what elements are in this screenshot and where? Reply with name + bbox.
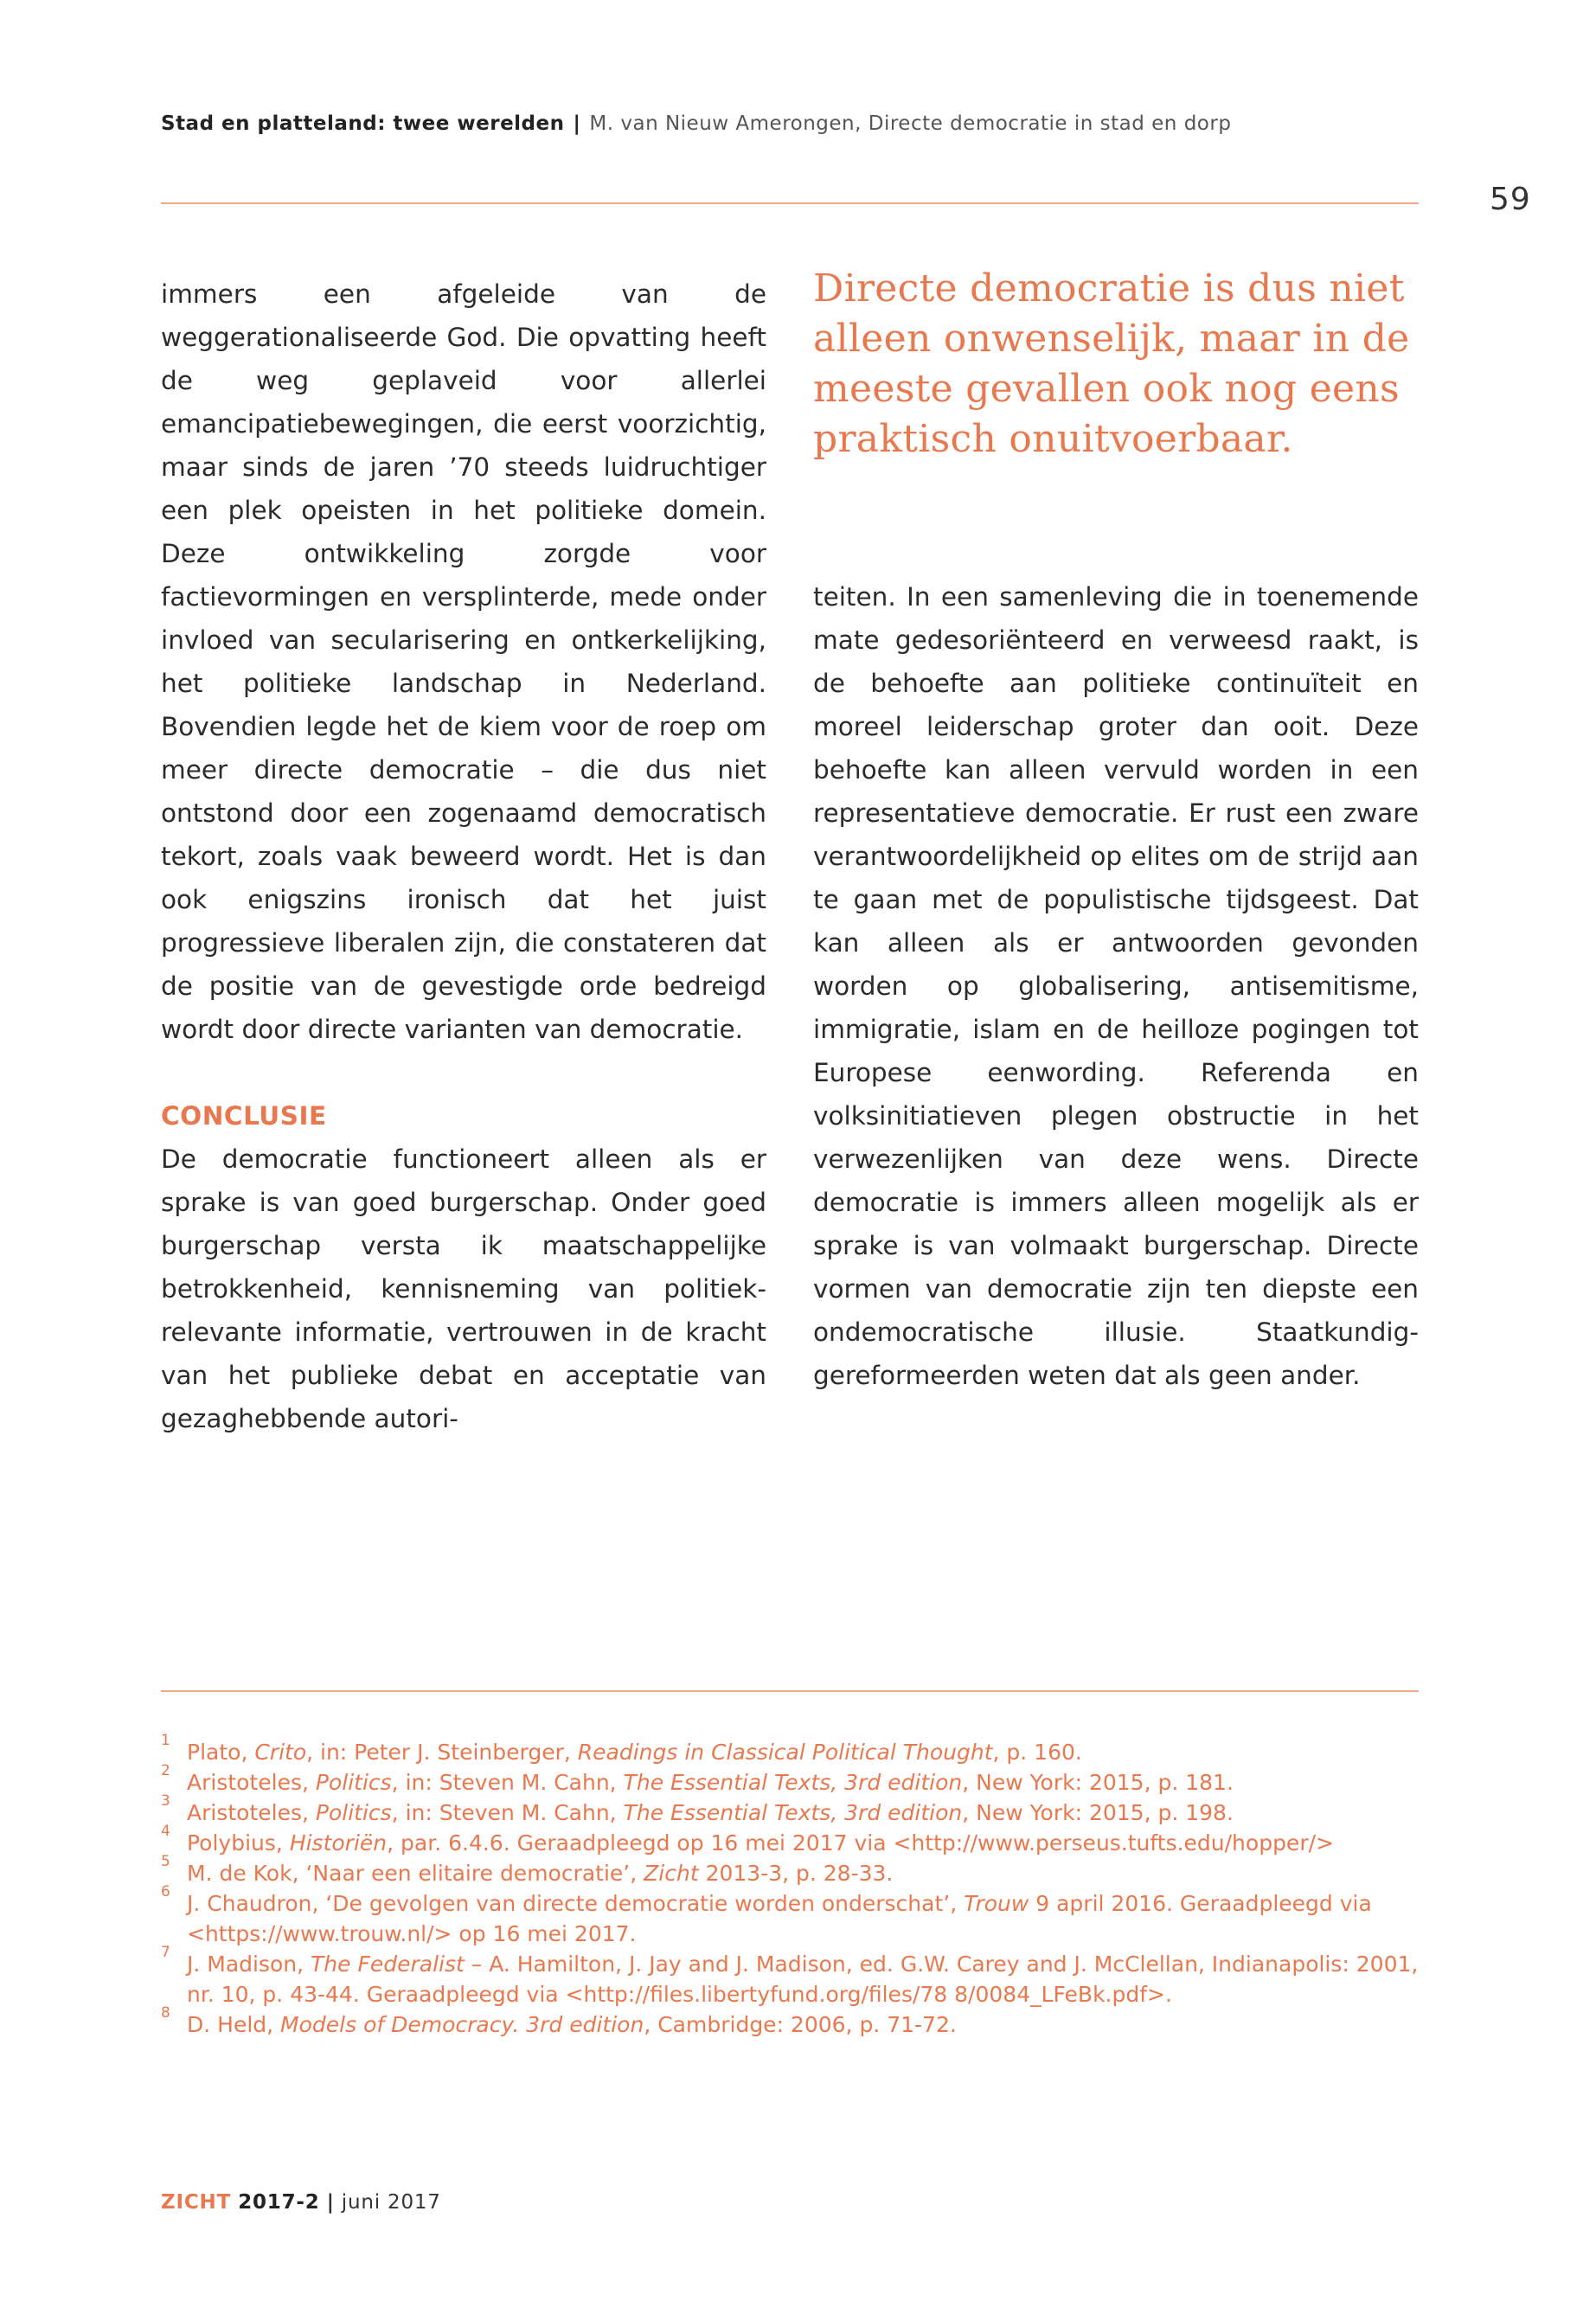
pull-quote: Directe democratie is dus niet alleen onwenselijk, maar in de meeste gevallen ook nog eens praktisch onuitvoerbaar. <box>813 266 1410 461</box>
footnotes <box>161 1732 1433 2040</box>
author-and-title: M. van Nieuw Amerongen, Directe democratie in stad en dorp <box>589 112 1232 135</box>
header-separator: | <box>573 112 581 135</box>
section-title: Stad en platteland: twee werelden <box>161 112 565 135</box>
footnote-number: 4 <box>161 1823 170 1840</box>
footnote-number: 7 <box>161 1944 170 1961</box>
footnote: 3 Aristoteles, Politics, in: Steven M. Cahn, The Essential Texts, 3rd edition, New York: 2015, p. 198. <box>161 1792 1234 1825</box>
issue-number: 2017-2 <box>238 2191 320 2214</box>
footnote: 4 Polybius, Historiën, par. 6.4.6. Geraadpleegd op 16 mei 2017 via <http://www.perseus.tufts.edu/hopper/> <box>161 1823 1334 1856</box>
footnote: 8 D. Held, Models of Democracy. 3rd edition, Cambridge: 2006, p. 71-72. <box>161 2004 957 2037</box>
header-divider <box>161 202 1419 204</box>
footnote-number: 5 <box>161 1853 170 1870</box>
footnote: 2 Aristoteles, Politics, in: Steven M. Cahn, The Essential Texts, 3rd edition, New York: 2015, p. 181. <box>161 1762 1234 1795</box>
footnote-number: 1 <box>161 1732 170 1749</box>
page-number: 59 <box>1490 182 1531 217</box>
running-head <box>161 112 1231 135</box>
footnote: 6 J. Chaudron, ‘De gevolgen van directe democratie worden onderschat’, Trouw 9 april 2016. Geraadpleegd via <https://www.trouw.nl/> op 16 mei 2017. <box>161 1883 1372 1946</box>
body-paragraph: teiten. In een samenleving die in toenemende mate gedesoriënteerd en verweesd raakt, is de behoefte aan politieke continuïteit en moreel leiderschap groter dan ooit. Deze behoefte kan alleen vervuld worden in een representatieve democratie. Er rust een zware verantwoordelijkheid op elites om de strijd aan te gaan met de populistische tijdsgeest. Dat kan alleen als er antwoorden gevonden worden op globalisering, antisemitisme, immigratie, islam en de heilloze pogingen tot Europese eenwording. Referenda en volksinitiatieven plegen obstructie in het verwezenlijken van deze wens. Directe democratie is immers alleen mogelijk als er sprake is van volmaakt burgerschap. Directe vormen van democratie zijn ten diepste een ondemocratische illusie. Staatkundig-gereformeerden weten dat als geen ander. <box>813 582 1419 1390</box>
footnote-number: 3 <box>161 1792 170 1810</box>
body-paragraph: De democratie functioneert alleen als er sprake is van goed burgerschap. Onder goed burgerschap versta ik maatschappelijke betrokkenheid, kennisneming van politiek-relevante informatie, vertrouwen in de kracht van het publieke debat en acceptatie van gezaghebbende autori- <box>161 1144 766 1433</box>
issue-date: juni 2017 <box>341 2191 441 2214</box>
magazine-name: ZICHT <box>161 2191 232 2214</box>
body-paragraph: immers een afgeleide van de weggerationaliseerde God. Die opvatting heeft de weg geplaveid voor allerlei emancipatiebewegingen, die eerst voorzichtig, maar sinds de jaren ’70 steeds luidruchtiger een plek opeisten in het politieke domein. Deze ontwikkeling zorgde voor factievormingen en versplinterde, mede onder invloed van secularisering en ontkerkelijking, het politieke landschap in Nederland. Bovendien legde het de kiem voor de roep om meer directe democratie – die dus niet ontstond door een zogenaamd democratisch tekort, zoals vaak beweerd wordt. Het is dan ook enigszins ironisch dat het juist progressieve liberalen zijn, die constateren dat de positie van de gevestigde orde bedreigd wordt door directe varianten van democratie. <box>161 279 766 1044</box>
left-column <box>161 272 766 1440</box>
footnote: 7 J. Madison, The Federalist – A. Hamilton, J. Jay and J. Madison, ed. G.W. Carey and J. McClellan, Indianapolis: 2001, nr. 10, p. 43-44. Geraadpleegd via <http://files.libertyfund.org/files/78 8/0084_LFeBk.pdf>. <box>161 1944 1419 2007</box>
footnote-number: 8 <box>161 2004 170 2022</box>
page-footer <box>161 2191 441 2214</box>
footnote-divider <box>161 1690 1419 1692</box>
footnote: 5 M. de Kok, ‘Naar een elitaire democratie’, Zicht 2013-3, p. 28-33. <box>161 1853 894 1886</box>
footnote-number: 2 <box>161 1762 170 1779</box>
section-heading-conclusie: CONCLUSIE <box>161 1101 327 1131</box>
footnote: 1 Plato, Crito, in: Peter J. Steinberger, Readings in Classical Political Thought, p. 160. <box>161 1732 1082 1765</box>
footer-separator: | <box>326 2191 335 2214</box>
footnote-number: 6 <box>161 1883 170 1900</box>
right-column <box>813 575 1419 1397</box>
